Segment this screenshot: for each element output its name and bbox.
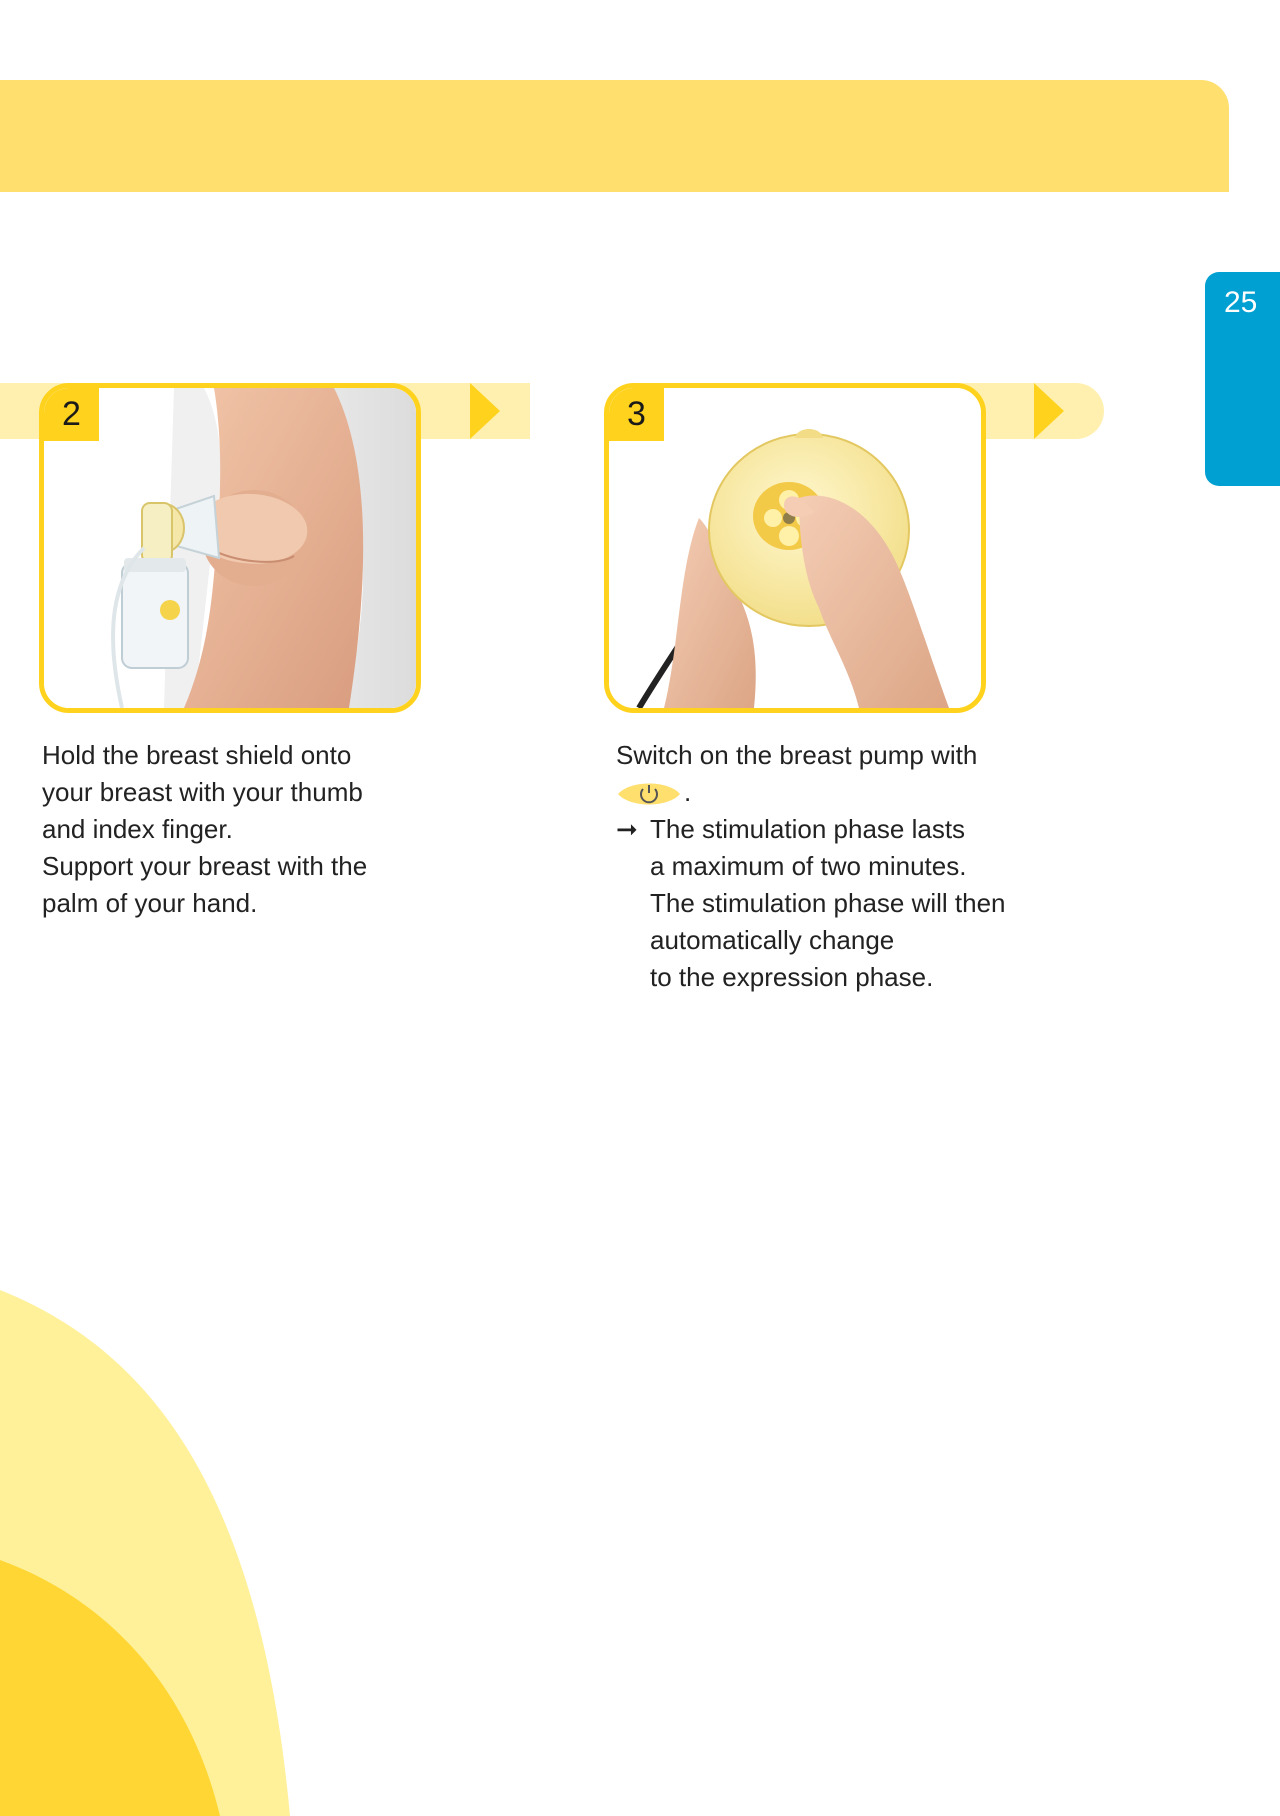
step-text-line: and index finger. <box>42 814 233 844</box>
result-text: to the expression phase. <box>650 962 934 993</box>
step-3-text <box>616 737 1136 996</box>
step-2-text <box>42 737 462 922</box>
result-text: The stimulation phase will then <box>650 888 1006 919</box>
step-text-line: palm of your hand. <box>42 888 258 918</box>
sentence-end: . <box>684 777 692 807</box>
result-text: The stimulation phase lasts <box>650 814 966 845</box>
step-text-line: Switch on the breast pump with <box>616 740 978 770</box>
arrow-right-icon: ➞ <box>616 814 638 845</box>
step-text-line: Support your breast with the <box>42 851 368 881</box>
result-text: automatically change <box>650 925 895 956</box>
page-number: 25 <box>1224 286 1258 319</box>
step-number: 2 <box>44 388 99 441</box>
power-icon <box>616 777 682 811</box>
power-button-line <box>616 774 1136 811</box>
step-number: 3 <box>609 388 664 441</box>
header-band <box>0 80 1229 192</box>
step-card-2 <box>39 383 421 713</box>
step-3-photo <box>609 388 981 708</box>
step-2-photo <box>44 388 416 708</box>
step-text-line: Hold the breast shield onto <box>42 740 352 770</box>
result-text: a maximum of two minutes. <box>650 851 967 882</box>
result-line <box>616 811 1136 848</box>
step-text-line: your breast with your thumb <box>42 777 363 807</box>
triangle-right-icon <box>1034 383 1064 439</box>
step-card-3 <box>604 383 986 713</box>
triangle-right-icon <box>470 383 500 439</box>
